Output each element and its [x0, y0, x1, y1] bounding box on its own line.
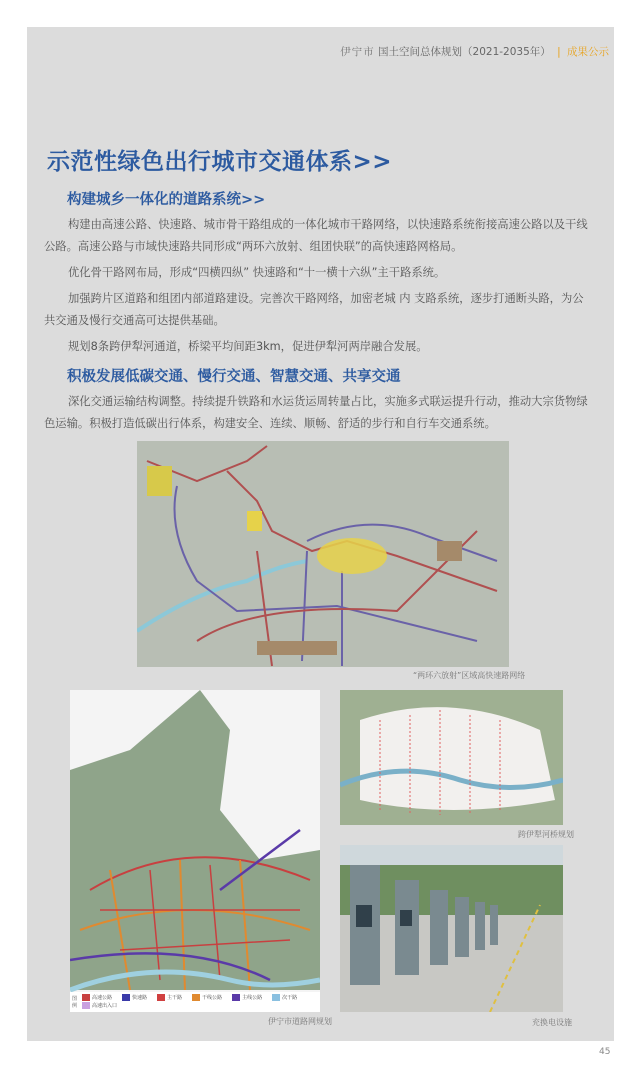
header-city: 伊宁市: [340, 46, 375, 58]
expressway-network-map: [137, 441, 509, 667]
section-heading-lowcarbon: 积极发展低碳交通、慢行交通、智慧交通、共享交通: [67, 369, 401, 385]
page-header: [340, 44, 609, 59]
legend-item: 高速出入口: [82, 1002, 117, 1009]
paragraph: 加强跨片区道路和组团内部道路建设。完善次干路网络，加密老城 内 支路系统，逐步打通断头路，为公共交通及慢行交通高可达提供基础。: [44, 292, 584, 327]
caption-bridge-plan: 跨伊犁河桥规划: [518, 830, 574, 839]
paragraph: 优化骨干路网布局，形成“四横四纵” 快速路和“十一横十六纵”主干路系统。: [68, 266, 446, 279]
header-separator: |: [557, 46, 561, 58]
page-number: 45: [599, 1047, 611, 1057]
header-tag: 成果公示: [567, 46, 609, 58]
legend-item: 主干路: [157, 994, 182, 1001]
page-title: 示范性绿色出行城市交通体系>>: [47, 149, 393, 175]
legend-item: 主线公路: [232, 994, 262, 1001]
legend-item: 高速公路: [82, 994, 112, 1001]
paragraph: 深化交通运输结构调整。持续提升铁路和水运货运周转量占比，实施多式联运提升行动，推动大宗货物绿色运输。积极打造低碳出行体系，构建安全、连续、顺畅、舒适的步行和自行车交通系统。: [44, 395, 588, 430]
caption-road-network: 伊宁市道路网规划: [268, 1017, 332, 1026]
legend-title: 图例: [72, 996, 78, 1009]
caption-expressway-map: “两环六放射”区域高快速路网络: [413, 671, 526, 680]
caption-charging: 充换电设施: [532, 1018, 572, 1027]
charging-facilities-photo: [340, 845, 563, 1012]
section-heading-roads: 构建城乡一体化的道路系统>>: [67, 192, 266, 208]
road-network-map: [70, 690, 320, 1012]
map-legend: [82, 994, 318, 1009]
paragraph: 规划8条跨伊犁河通道，桥梁平均间距3km，促进伊犁河两岸融合发展。: [68, 340, 428, 353]
header-report: 国土空间总体规划（2021-2035年）: [378, 46, 551, 58]
paragraph: 构建由高速公路、快速路、城市骨干路组成的一体化城市干路网络，以快速路系统衔接高速公路以及干线公路。高速公路与市域快速路共同形成“两环六放射、组团快联”的高快速路网格局。: [44, 218, 588, 253]
legend-item: 快速路: [122, 994, 147, 1001]
legend-item: 次干路: [272, 994, 297, 1001]
legend-item: 干线公路: [192, 994, 222, 1001]
bridge-plan-map: [340, 690, 563, 825]
